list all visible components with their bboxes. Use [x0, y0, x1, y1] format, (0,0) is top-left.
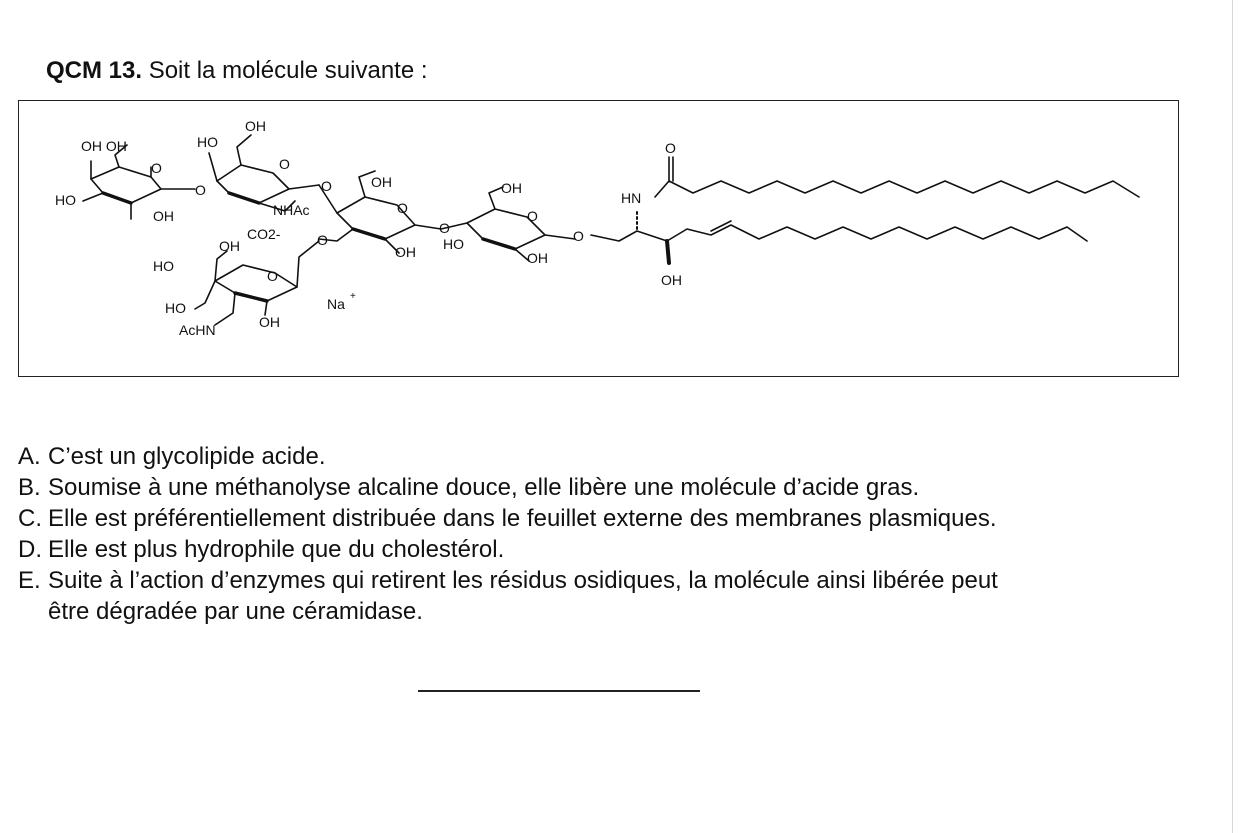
option-text: C’est un glycolipide acide. — [48, 443, 326, 470]
label-ring-o3: O — [397, 200, 408, 216]
option-letter: E. — [18, 567, 41, 594]
ring-sialic-acid — [215, 265, 297, 301]
option-text: Elle est plus hydrophile que du cholestérol. — [48, 536, 505, 563]
label-co2: CO2- — [247, 226, 281, 242]
option-text: Elle est préférentiellement distribuée dans le feuillet externe des membranes plasmiques. — [48, 505, 997, 532]
page-edge-rule — [1232, 0, 1233, 833]
option-text: Suite à l’action d’enzymes qui retirent les résidus osidiques, la molécule ainsi libérée peut être dégradée par une céramidase. — [48, 567, 998, 625]
question-prompt: Soit la molécule suivante : — [148, 57, 428, 84]
label-ring-o2: O — [279, 156, 290, 172]
label-oh-sphingosine: OH — [661, 272, 682, 288]
option-letter: D. — [18, 536, 42, 563]
ganglioside-structure — [19, 101, 1180, 378]
label-ring-o-sialic: O — [267, 268, 278, 284]
label-ring-o1: O — [151, 160, 162, 176]
label-oh-gal2-bottom: OH — [395, 244, 416, 260]
label-oh-oh: OH OH — [81, 138, 127, 154]
option-letter: C. — [18, 505, 42, 532]
label-na: Na — [327, 296, 345, 312]
label-nhac: NHAc — [273, 202, 310, 218]
label-ho-left: HO — [55, 192, 76, 208]
option-e[interactable] — [18, 565, 1208, 627]
fatty-acid-chain — [655, 181, 1139, 197]
option-letter: B. — [18, 474, 41, 501]
label-oh-sialic-bottom: OH — [259, 314, 280, 330]
answer-options — [18, 441, 1208, 627]
label-ho-glc: HO — [443, 236, 464, 252]
molecule-figure — [18, 100, 1179, 377]
sphingosine-chain — [591, 225, 1087, 241]
option-d[interactable] — [18, 534, 1208, 565]
option-b[interactable] — [18, 472, 1208, 503]
label-oh-gal2-top: OH — [371, 174, 392, 190]
question-title — [46, 56, 428, 86]
label-na-charge: + — [350, 291, 356, 302]
option-a[interactable] — [18, 441, 1208, 472]
option-c[interactable] — [18, 503, 1208, 534]
option-letter: A. — [18, 443, 41, 470]
label-link-o3: O — [439, 220, 450, 236]
label-link-o1: O — [195, 182, 206, 198]
label-oh-glc-bottom: OH — [527, 250, 548, 266]
label-achn: AcHN — [179, 322, 216, 338]
label-ring-o4: O — [527, 208, 538, 224]
option-text: Soumise à une méthanolyse alcaline douce, elle libère une molécule d’acide gras. — [48, 474, 920, 501]
label-link-o4: O — [573, 228, 584, 244]
label-oh-glc-top: OH — [501, 180, 522, 196]
label-ho-sialic-top: HO — [153, 258, 174, 274]
label-link-o2: O — [321, 178, 332, 194]
label-ho-sialic-bottom: HO — [165, 300, 186, 316]
separator-line — [418, 690, 700, 692]
label-link-o-sialic: O — [317, 232, 328, 248]
label-oh-gal1: OH — [153, 208, 174, 224]
question-number: QCM 13. — [46, 57, 143, 84]
label-hn: HN — [621, 190, 642, 206]
label-carbonyl-o: O — [665, 140, 676, 156]
label-ho-galnac: HO — [197, 134, 218, 150]
label-oh-galnac: OH — [245, 118, 266, 134]
label-oh-sialic-top: OH — [219, 238, 240, 254]
